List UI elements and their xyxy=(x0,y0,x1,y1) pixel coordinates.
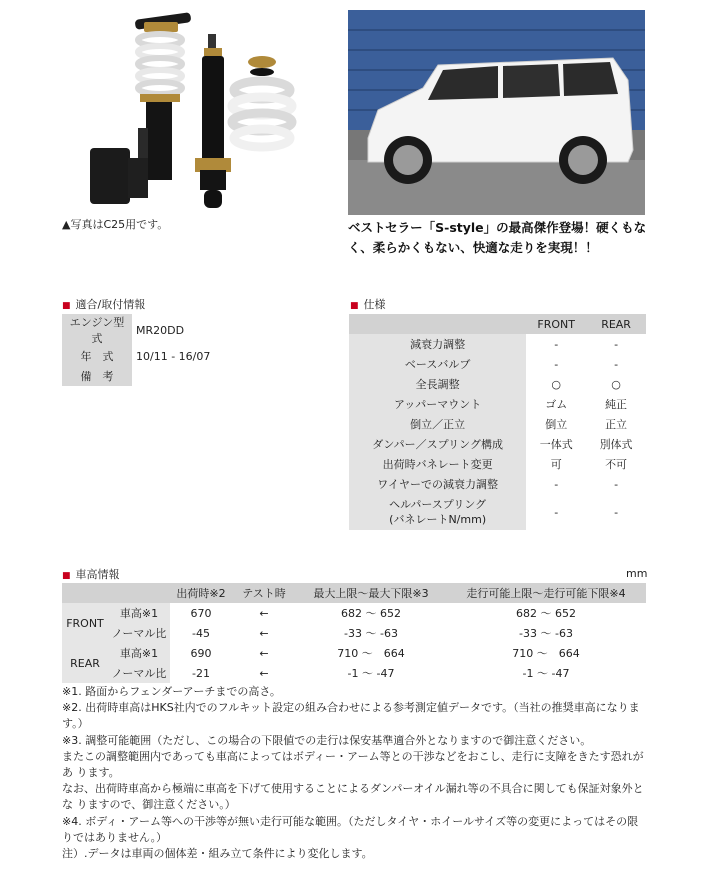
table-header-row xyxy=(349,314,646,334)
table-row xyxy=(62,643,646,663)
row-sub: 車高※1 xyxy=(108,603,170,623)
header-blank xyxy=(108,583,170,603)
header-max: 最大上限～最大下限※3 xyxy=(296,583,446,603)
header-ship: 出荷時※2 xyxy=(170,583,232,603)
note-line: ※2. 出荷時車高はHKS社内でのフルキット設定の組み合わせによる参考測定値データです。（当社の推奨車高になりま す。） xyxy=(62,701,640,731)
spec-title xyxy=(350,296,386,312)
note-line: 注）.データは車両の個体差・組み立て条件により変化します。 xyxy=(62,847,373,861)
fitment-table xyxy=(62,314,214,386)
rear-label: REAR xyxy=(62,643,108,683)
spec-label: ワイヤーでの減衰力調整 xyxy=(349,474,526,494)
spec-header-blank xyxy=(349,314,526,334)
header-drive: 走行可能上限～走行可能下限※4 xyxy=(446,583,646,603)
bullet-square-icon: ■ xyxy=(62,571,71,581)
spec-front: ○ xyxy=(551,377,561,391)
fitment-label: 年 式 xyxy=(62,346,132,366)
spec-rear: ○ xyxy=(611,377,621,391)
spec-front: - xyxy=(554,357,559,371)
table-row xyxy=(349,474,646,494)
ship-value: -21 xyxy=(192,666,210,680)
spec-label: ベースバルブ xyxy=(349,354,526,374)
spec-label: 全長調整 xyxy=(349,374,526,394)
front-label: FRONT xyxy=(62,603,108,643)
fitment-title-text: 適合/取付情報 xyxy=(75,298,146,311)
bullet-square-icon: ■ xyxy=(350,301,359,311)
product-image xyxy=(80,8,300,216)
table-row xyxy=(349,374,646,394)
fitment-value: 10/11 - 16/07 xyxy=(136,349,211,363)
spec-header-front: FRONT xyxy=(526,314,586,334)
test-value: ← xyxy=(259,606,269,620)
max-value: 710 ～ 664 xyxy=(337,647,405,660)
spec-label: ダンパー／スプリング構成 xyxy=(349,434,526,454)
header-blank xyxy=(62,583,108,603)
notes xyxy=(62,684,647,862)
table-row xyxy=(62,663,646,683)
drive-value: 710 ～ 664 xyxy=(512,647,580,660)
height-table xyxy=(62,583,646,683)
spec-front: 倒立 xyxy=(545,418,568,431)
product-caption: ▲写真はC25用です。 xyxy=(62,218,169,231)
row-sub: ノーマル比 xyxy=(108,663,170,683)
spec-label: ヘルパースプリング (バネレートN/mm) xyxy=(349,494,526,530)
max-value: 682 ～ 652 xyxy=(341,607,401,620)
spec-front: - xyxy=(554,337,559,351)
headline: ベストセラー「S-style」の最高傑作登場！硬くもなく、柔らかくもない、快適な走りを実現！！ xyxy=(348,220,647,255)
spec-rear: 別体式 xyxy=(599,438,633,451)
spec-label: 倒立／正立 xyxy=(349,414,526,434)
spec-rear: - xyxy=(614,337,619,351)
spec-header-rear: REAR xyxy=(586,314,646,334)
spec-rear: - xyxy=(614,505,619,519)
height-title-text: 車高情報 xyxy=(75,568,120,581)
spec-rear: 純正 xyxy=(605,398,628,411)
table-row xyxy=(349,334,646,354)
drive-value: -1 ～ -47 xyxy=(522,667,570,680)
fitment-label: 備 考 xyxy=(62,366,132,386)
height-title xyxy=(62,566,120,582)
spec-rear: 不可 xyxy=(605,458,628,471)
spec-label: 出荷時バネレート変更 xyxy=(349,454,526,474)
row-sub: 車高※1 xyxy=(108,643,170,663)
spec-front: 一体式 xyxy=(539,438,573,451)
ship-value: 670 xyxy=(190,606,212,620)
spec-rear: - xyxy=(614,357,619,371)
spec-front: - xyxy=(554,505,559,519)
test-value: ← xyxy=(259,626,269,640)
note-line: ※1. 路面からフェンダーアーチまでの高さ。 xyxy=(62,685,281,698)
table-row xyxy=(62,366,214,386)
table-row xyxy=(62,346,214,366)
test-value: ← xyxy=(259,646,269,660)
table-row xyxy=(349,394,646,414)
spec-label: アッパーマウント xyxy=(349,394,526,414)
note-line: ※3. 調整可能範囲（ただし、この場合の下限値での走行は保安基準適合外となりますので御注意ください。 xyxy=(62,733,592,747)
note-line: なお、出荷時車高から極端に車高を下げて使用することによるダンパーオイル漏れ等の不具合に関しても保証対象外とな りますので、御注意ください。） xyxy=(62,782,644,812)
test-value: ← xyxy=(259,666,269,680)
spec-front: 可 xyxy=(550,458,562,471)
table-row xyxy=(349,414,646,434)
table-header-row xyxy=(62,583,646,603)
spec-table xyxy=(349,314,646,530)
bullet-square-icon: ■ xyxy=(62,301,71,311)
row-sub: ノーマル比 xyxy=(108,623,170,643)
max-value: -33 ～ -63 xyxy=(344,627,398,640)
fitment-label: エンジン型式 xyxy=(62,314,132,346)
note-line: またこの調整範囲内であっても車高によってはボディー・アーム等との干渉などをおこし、走行に支障をきたす恐れがあ ります。 xyxy=(62,749,644,780)
spec-rear: - xyxy=(614,477,619,491)
fitment-value: MR20DD xyxy=(136,323,185,337)
car-photo xyxy=(348,10,645,215)
drive-value: -33 ～ -63 xyxy=(519,627,573,640)
drive-value: 682 ～ 652 xyxy=(516,607,576,620)
note-line: ※4. ボディ・アーム等への干渉等が無い走行可能な範囲。（ただしタイヤ・ホイールサイズ等の変更によってはその限 りではありません。） xyxy=(62,814,639,844)
spec-title-text: 仕様 xyxy=(363,298,386,311)
height-unit: mm xyxy=(626,567,648,580)
table-row xyxy=(349,354,646,374)
max-value: -1 ～ -47 xyxy=(347,667,395,680)
fitment-title xyxy=(62,296,145,312)
ship-value: -45 xyxy=(192,626,210,640)
table-row xyxy=(62,314,214,346)
table-row xyxy=(349,434,646,454)
spec-front: ゴム xyxy=(545,398,568,411)
fitment-value xyxy=(132,366,214,386)
ship-value: 690 xyxy=(190,646,212,660)
spec-front: - xyxy=(554,477,559,491)
spec-rear: 正立 xyxy=(605,418,628,431)
header-test: テスト時 xyxy=(232,583,296,603)
table-row xyxy=(62,603,646,623)
spec-label: 減衰力調整 xyxy=(349,334,526,354)
table-row xyxy=(349,494,646,530)
table-row xyxy=(62,623,646,643)
table-row xyxy=(349,454,646,474)
